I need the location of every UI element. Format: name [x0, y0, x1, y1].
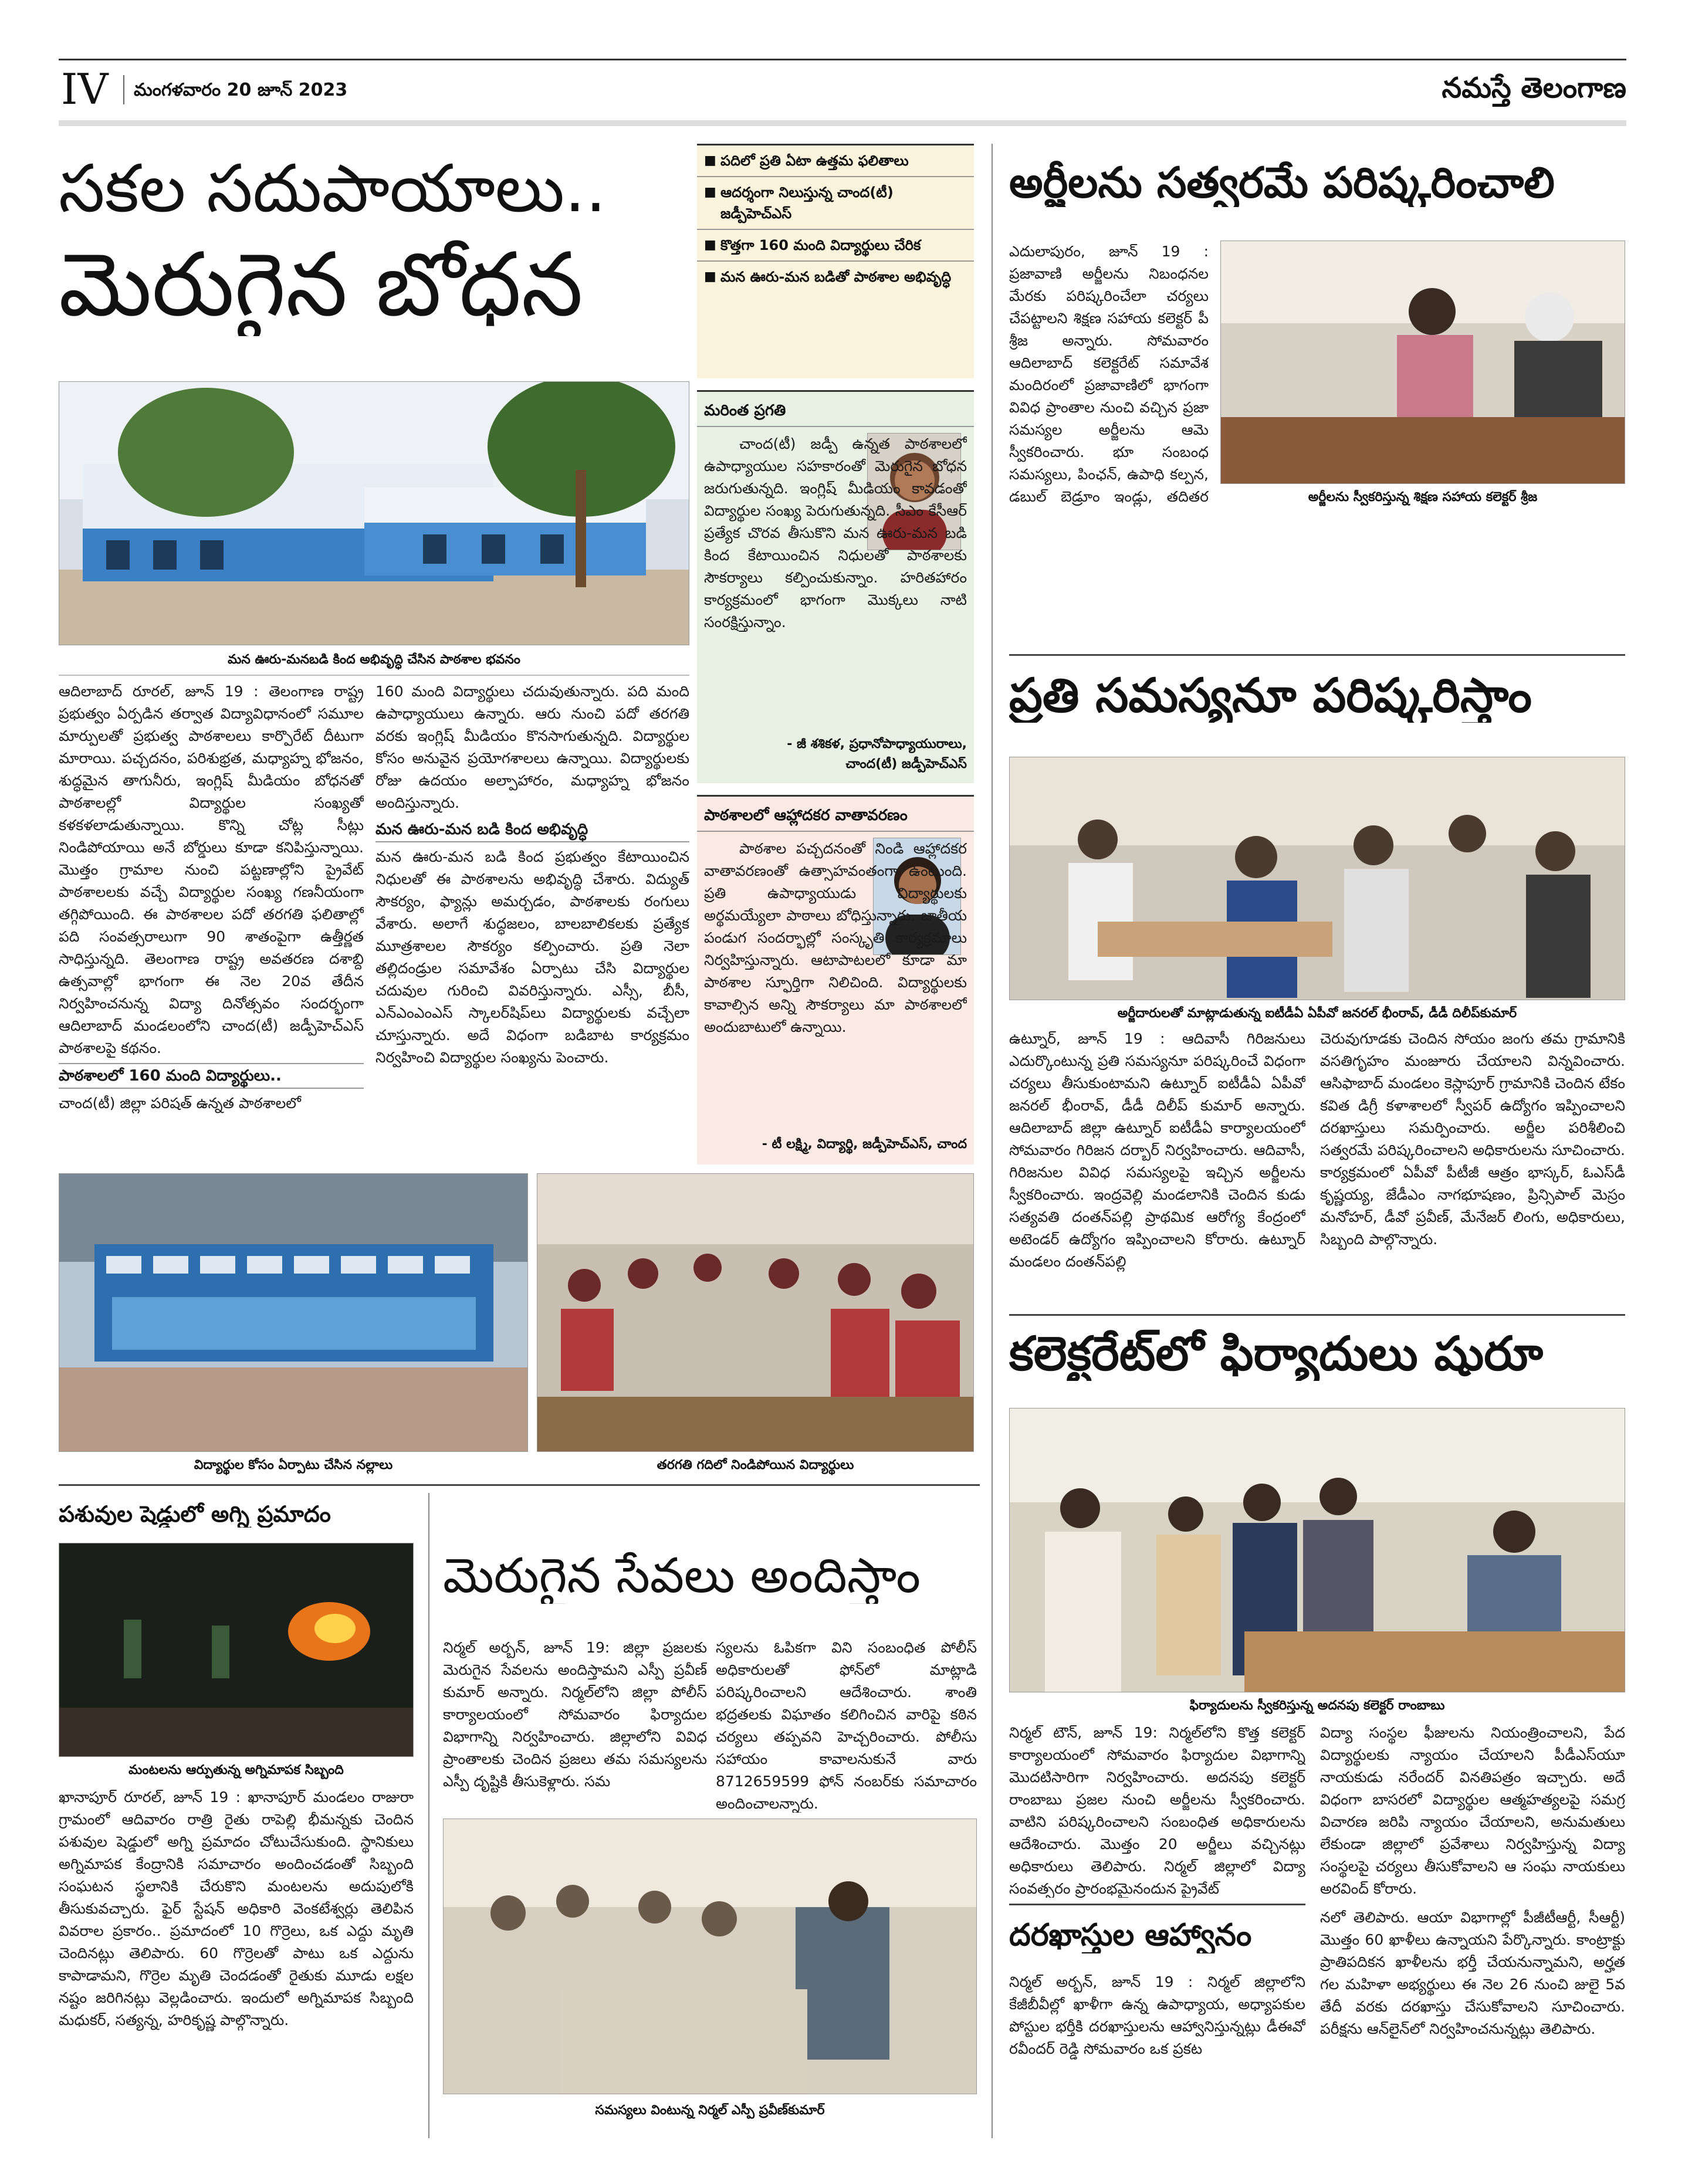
taps-caption: విద్యార్థుల కోసం ఏర్పాటు చేసిన నల్లాలు [194, 1458, 393, 1472]
arjeelu-headline: అర్జీలను సత్వరమే పరిష్కరించాలి [1009, 158, 1555, 207]
highlight-item: ■ కొత్తగా 160 మంది విద్యార్థులు చేరిక [697, 230, 974, 262]
highlight-item: ■ మన ఊరు-మన బడితో పాఠశాల అభివృద్ధి [697, 262, 974, 292]
collectorate-col1: నిర్మల్ టౌన్, జూన్ 19: నిర్మల్‌లోని కొత్త కలెక్టర్ కార్యాలయంలో సోమవారం ఫిర్యాదుల విభాగాన్ని మొదటిసారిగా నిర్వహించారు. అదనపు కలెక్టర్ రాంబాబు ప్రజల నుంచి అర్జీలను స్వీకరించారు. వాటిని పరిష్కరించాలని సంబంధిత అధికారులను ఆదేశించారు. మొత్తం 20 అర్జీలు వచ్చినట్లు అధికారులు తెలిపారు. నిర్మల్ జిల్లాలో విద్యా సంవత్సరం ప్రారంభమైనందున ప్రైవేట్ [1009, 1724, 1305, 1897]
arjeelu-caption: అర్జీలను స్వీకరిస్తున్న శిక్షణ సహాయ కలెక్టర్ శ్రీజ [1308, 490, 1538, 504]
main-story-col1 [59, 680, 364, 1126]
sevalu-headline: మెరుగైన సేవలు అందిస్తాం [443, 1549, 921, 1604]
arjeelu-text-top: ఎదులాపురం, జూన్ 19 : ప్రజావాణి అర్జీలను నిబంధనల మేరకు పరిష్కరించేలా చర్యలు చేపట్టాలని శిక్షణ సహాయ కలెక్టర్ పీ శ్రీజ అన్నారు. సోమవారం ఆదిలాబాద్ కలెక్టరేట్ సమావేశ మందిరంలో ప్రజావాణిలో భాగంగా వివిధ ప్రాంతాల నుంచి వచ్చిన ప్రజా సమస్యల అర్జీలను ఆమె స్వీకరించారు. భూ సంబంధ సమస్యలు, పింఛన్, ఉపాధి కల్పన, డబుల్ బెడ్రూం ఇండ్లు, తదితర [1009, 243, 1209, 505]
issue-date: మంగళవారం 20 జూన్ 2023 [134, 80, 348, 100]
fire-caption: మంటలను ఆర్పుతున్న అగ్నిమాపక సిబ్బంది [128, 1763, 344, 1777]
main-story-paragraph: చాంద(టీ) జిల్లా పరిషత్ ఉన్నత పాఠశాలలో [59, 1095, 302, 1112]
quote-title: పాఠశాలలో ఆహ్లాదకర వాతావరణం [697, 800, 974, 832]
classroom-photo [537, 1173, 974, 1452]
main-story-paragraph: ఆదిలాబాద్ రూరల్, జూన్ 19 : తెలంగాణ రాష్ట్ర ప్రభుత్వం ఏర్పడిన తర్వాత విద్యావిధానంలో సమూల మార్పులతో ప్రభుత్వ పాఠశాలలు కార్పొరేట్ దీటుగా మారాయి. పచ్చదనం, పరిశుభ్రత, మధ్యాహ్న భోజనం, శుద్ధమైన తాగునీరు, ఇంగ్లిష్ మీడియం బోధనతో పాఠశాలల్లో విద్యార్థుల సంఖ్యతో కళకళలాడుతున్నాయి. కొన్ని చోట్ల సీట్లు నిండిపోయాయి అనే బోర్డులు కూడా కనిపిస్తున్నాయి. మొత్తం గ్రామాల నుంచి పట్టణాల్లోని ప్రైవేట్ పాఠశాలలకు వచ్చే విద్యార్థుల సంఖ్య గణనీయంగా తగ్గిపోయింది. ఈ పాఠశాలల పదో తరగతి ఫలితాల్లో పది సంవత్సరాలుగా 90 శాతంపైగా ఉత్తీర్ణత సాధిస్తున్నది. తెలంగాణ రాష్ట్ర అవతరణ దశాబ్ది ఉత్సవాల్లో భాగంగా ఈ నెల 20వ తేదీన నిర్వహించనున్న విద్యా దినోత్సవం సందర్భంగా ఆదిలాబాద్ మండలంలోని చాంద(టీ) జడ్పీహెచ్ఎస్ పాఠశాలపై కథనం. [59, 683, 364, 1057]
sevalu-caption: సమస్యలు వింటున్న నిర్మల్ ఎస్పీ ప్రవీణ్‌కుమార్ [595, 2103, 825, 2118]
quote-signature: - జీ శశికళ, ప్రధానోపాధ్యాయురాలు, చాంద(టీ) జడ్పీహెచ్ఎస్ [787, 737, 967, 771]
main-story-col2 [375, 680, 689, 1126]
main-story-subhead: పాఠశాలలో 160 మంది విద్యార్థులు.. [59, 1063, 364, 1089]
school-building-photo [59, 381, 689, 645]
fire-story-text: ఖానాపూర్ రూరల్, జూన్ 19 : ఖానాపూర్ మండలం రాజురా గ్రామంలో ఆదివారం రాత్రి రైతు రాపెల్లి భీమన్నకు చెందిన పశువుల షెడ్డులో అగ్ని ప్రమాదం చోటుచేసుకుంది. స్థానికులు అగ్నిమాపక కేంద్రానికి సమాచారం అందించడంతో సిబ్బంది సంఘటన స్థలానికి చేరుకొని మంటలను అదుపులోకి తీసుకువచ్చారు. ఫైర్ స్టేషన్ అధికారి వెంకటేశ్వర్లు తెలిపిన వివరాల ప్రకారం.. ప్రమాదంలో 10 గొర్రెలు, ఒక ఎద్దు మృతి చెందినట్లు తెలిపారు. 60 గొర్రెలతో పాటు ఒక ఎద్దును కాపాడామని, గొర్రెల మృతి చెందడంతో రైతుకు మూడు లక్షల నష్టం జరిగినట్లు వెల్లడించారు. ఇందులో అగ్నిమాపక సిబ్బంది మధుకర్, సత్యన్న, హరికృష్ణ పాల్గొన్నారు. [59, 1789, 414, 2029]
arjeelu-photo [1220, 241, 1625, 484]
dharakasthu-col1: నిర్మల్ అర్బన్, జూన్ 19 : నిర్మల్ జిల్లాలోని కేజీబీవీల్లో ఖాళీగా ఉన్న ఉపాధ్యాయ, అధ్యాపకుల పోస్టుల భర్తీకి దరఖాస్తులను ఆహ్వానిస్తున్నట్లు డీఈవో రవీందర్ రెడ్డి సోమవారం ఒక ప్రకట [1009, 1973, 1305, 2057]
highlight-item: ■ ఆదర్శంగా నిలుస్తున్న చాంద(టీ) జడ్పీహెచ్ఎస్ [697, 177, 974, 230]
sevalu-col2: స్యలను ఓపికగా విని సంబంధిత పోలీస్ అధికారులతో ఫోన్‌లో మాట్లాడి పరిష్కరించాలని ఆదేశించారు. శాంతి భద్రతలకు విఘాతం కలిగించిన వారిపై కఠిన చర్యలు తప్పవని హెచ్చరించారు. పోలీసు సహాయం కావాలనుకునే వారు 8712659599 ఫోన్ నంబర్‌కు సమాచారం అందించాలన్నారు. [716, 1639, 977, 1812]
sp-grievance-photo [443, 1819, 977, 2094]
masthead-title: నమస్తే తెలంగాణ [1442, 72, 1626, 104]
collectorate-headline: కలెక్టరేట్‌లో ఫిర్యాదులు షురూ [1009, 1327, 1544, 1381]
school-photo-caption: మన ఊరు-మనబడి కింద అభివృద్ధి చేసిన పాఠశాల భవనం [228, 652, 520, 667]
quote-title: మరింత ప్రగతి [697, 395, 974, 427]
sevalu-col1: నిర్మల్ అర్బన్, జూన్ 19: జిల్లా ప్రజలకు మెరుగైన సేవలను అందిస్తామని ఎస్పీ ప్రవీణ్ కుమార్ అన్నారు. నిర్మల్‌లోని జిల్లా పోలీస్ కార్యాలయంలో సోమవారం ఫిర్యాదుల విభాగాన్ని నిర్వహించారు. జిల్లాలోని వివిధ ప్రాంతాలకు చెందిన ప్రజలు తమ సమస్యలను ఎస్పీ దృష్టికి తీసుకెళ్లారు. సమ [443, 1639, 707, 1790]
dharakasthu-col2: నలో తెలిపారు. ఆయా విభాగాల్లో పీజీటీఆర్టీ, సీఆర్టీ) మొత్తం 60 ఖాళీలు ఉన్నాయని పేర్కొన్నారు. కాంట్రాక్టు ప్రాతిపదికన ఖాళీలను భర్తీ చేయనున్నామని, అర్హత గల మహిళా అభ్యర్థులు ఈ నెల 26 నుంచి జులై 5వ తేదీ వరకు దరఖాస్తు చేసుకోవాలని సూచించారు. పరీక్షను ఆన్‌లైన్‌లో నిర్వహించనున్నట్లు తెలిపారు. [1320, 1909, 1625, 2037]
quote-text: పాఠశాల పచ్చదనంతో నిండి ఆహ్లాదకర వాతావరణంతో ఉత్సాహవంతంగా ఉంటుంది. ప్రతి ఉపాధ్యాయుడు విద్యార్థులకు అర్థమయ్యేలా పాఠాలు బోధిస్తున్నారు. జాతీయ పండుగ సందర్భాల్లో సంస్కృతి కార్యక్రమాలు నిర్వహిస్తున్నారు. ఆటాపాటలలో కూడా మా పాఠశాల స్ఫూర్తిగా నిలిచింది. విద్యార్థులకు కావాల్సిన అన్ని సౌకర్యాలు మా పాఠశాలలో అందుబాటులో ఉన్నాయి. [704, 840, 967, 1035]
page-number: IV [61, 65, 109, 114]
main-headline-2: మెరుగైన బోధన [59, 235, 583, 336]
main-story-subhead: మన ఊరు-మన బడి కింద అభివృద్ధి [375, 818, 689, 842]
prathi-col2: చెరువుగూడకు చెందిన సోయం జంగు తమ గ్రామానికి వసతిగృహం మంజూరు చేయాలని విన్నవించారు. ఆసిఫాబాద్ మండలం కెస్లాపూర్ గ్రామానికి చెందిన టేకం కవిత డిగ్రీ కళాశాలలో స్వీపర్ ఉద్యోగం ఇప్పించాలని దరఖాస్తులు సమర్పించారు. అర్జీల పరిశీలించి సత్వరమే పరిష్కరించాలని అధికారులను సూచించారు. కార్యక్రమంలో ఏపీవో పీటీజీ ఆత్రం భాస్కర్, ఓఎస్‌డీ కృష్ణయ్య, జేడీఎం నాగభూషణం, ప్రిన్సిపాల్ మెస్రం మనోహర్, డీవో ప్రవీణ్, మేనేజర్ లింగు, అధికారులు, సిబ్బంది పాల్గొన్నారు. [1320, 1030, 1625, 1248]
collectorate-col2: విద్యా సంస్థల ఫీజులను నియంత్రించాలని, పేద విద్యార్థులకు న్యాయం చేయాలని పీడీఎస్‌యూ నాయకుడు నరేందర్ వినతిపత్రం ఇచ్చారు. అదే విధంగా బాసరలో విద్యార్థుల ఆత్మహత్యలపై సమగ్ర విచారణ జరిపి న్యాయం చేయాలని, అనుమతులు లేకుండా జిల్లాలో ప్రవేశాలు నిర్వహిస్తున్న విద్యా సంస్థలపై చర్యలు తీసుకోవాలని ఆ సంఘ నాయకులు అరవింద్ కోరారు. [1320, 1724, 1625, 1897]
prathi-headline: ప్రతి సమస్యనూ పరిష్కరిస్తాం [1009, 669, 1532, 723]
collectorate-photo [1009, 1408, 1625, 1692]
fire-photo [59, 1543, 414, 1757]
highlights-box [697, 144, 974, 378]
fire-headline: పశువుల షెడ్డులో అగ్ని ప్రమాదం [59, 1502, 331, 1527]
quote-signature: - టీ లక్ష్మి, విద్యార్థి, జడ్పీహెచ్ఎస్, చాంద [762, 1137, 967, 1152]
main-headline-1: సకల సదుపాయాలు.. [59, 151, 607, 227]
dharakasthu-headline: దరఖాస్తుల ఆహ్వానం [1009, 1918, 1252, 1953]
classroom-caption: తరగతి గదిలో నిండిపోయిన విద్యార్థులు [657, 1458, 854, 1472]
highlight-item: ■ పదిలో ప్రతి ఏటా ఉత్తమ ఫలితాలు [697, 145, 974, 177]
arjeelu-text-bottom [1009, 510, 1625, 639]
quote-box-teacher [697, 390, 974, 783]
main-story-paragraph: మన ఊరు-మన బడి కింద ప్రభుత్వం కేటాయించిన నిధులతో ఈ పాఠశాలను అభివృద్ధి చేశారు. విద్యుత్ సౌకర్యం, ఫ్యాన్లు అమర్చడం, పాఠశాలకు రంగులు వేశారు. అలాగే శుద్ధజలం, బాలబాలికలకు ప్రత్యేక మూత్రశాలల సౌకర్యం కల్పించారు. ప్రతి నెలా తల్లిదండ్రుల సమావేశం ఏర్పాటు చేసి విద్యార్థుల చదువుల గురించి వివరిస్తున్నారు. ఎస్సీ, బీసీ, ఎన్ఎంఎంఎస్ స్కాలర్‌షిప్‌లు విద్యార్థులకు వచ్చేలా చూస్తున్నారు. అదే విధంగా బడిబాట కార్యక్రమం నిర్వహించి విద్యార్థుల సంఖ్యను పెంచారు. [375, 848, 689, 1066]
prathi-caption: అర్జీదారులతో మాట్లాడుతున్న ఐటీడీఏ ఏపీవో జనరల్ భీంరావ్, డీడీ దిలీప్‌కుమార్ [1117, 1006, 1517, 1021]
prathi-col1: ఉట్నూర్, జూన్ 19 : ఆదివాసీ గిరిజనులు ఎదుర్కొంటున్న ప్రతి సమస్యనూ పరిష్కరించే విధంగా చర్యలు తీసుకుంటామని ఉట్నూర్ ఐటీడీఏ ఏపీవో జనరల్ భీంరావ్, డీడీ దిలీప్ కుమార్ అన్నారు. ఆదిలాబాద్ జిల్లా ఉట్నూర్ ఐటీడీఏ కార్యాలయంలో సోమవారం గిరిజన దర్బార్ నిర్వహించారు. ఆదివాసీ, గిరిజనుల వివిధ సమస్యలపై ఇచ్చిన అర్జీలను స్వీకరించారు. ఇంద్రవెల్లి మండలానికి చెందిన కుడు సత్యవతి దంతన్‌పల్లి ప్రాథమిక ఆరోగ్య కేంద్రంలో అటెండర్ ఉద్యోగం ఇప్పించాలని కోరారు. ఉట్నూర్ మండలం దంతన్‌పల్లి [1009, 1030, 1305, 1270]
itda-darbar-photo [1009, 757, 1625, 1000]
collectorate-caption: ఫిర్యాదులను స్వీకరిస్తున్న అదనపు కలెక్టర్ రాంబాబు [1189, 1698, 1445, 1713]
drinking-taps-photo [59, 1173, 528, 1452]
main-story-paragraph: 160 మంది విద్యార్థులు చదువుతున్నారు. పది మంది ఉపాధ్యాయులు ఉన్నారు. ఆరు నుంచి పదో తరగతి వరకు ఇంగ్లిష్ మీడియం కొనసాగుతున్నది. విద్యార్థుల కోసం అనువైన ప్రయోగశాలలు ఉన్నాయి. విద్యార్థులకు రోజు ఉదయం అల్పాహారం, మధ్యాహ్న భోజనం అందిస్తున్నారు. [375, 683, 689, 811]
quote-text: చాంద(టీ) జడ్పీ ఉన్నత పాఠశాలలో ఉపాధ్యాయుల సహకారంతో మెరుగైన బోధన జరుగుతున్నది. ఇంగ్లిష్ మీడియం కావడంతో విద్యార్థుల సంఖ్య పెరుగుతున్నది. సీఎం కేసీఆర్ ప్రత్యేక చొరవ తీసుకొని మన ఊరు-మన బడి కింద కేటాయించిన నిధులతో పాఠశాలకు సౌకర్యాలు కల్పించుకున్నాం. హరితహారం కార్యక్రమంలో భాగంగా మొక్కలు నాటి సంరక్షిస్తున్నాం. [704, 435, 967, 631]
quote-box-student [697, 795, 974, 1164]
